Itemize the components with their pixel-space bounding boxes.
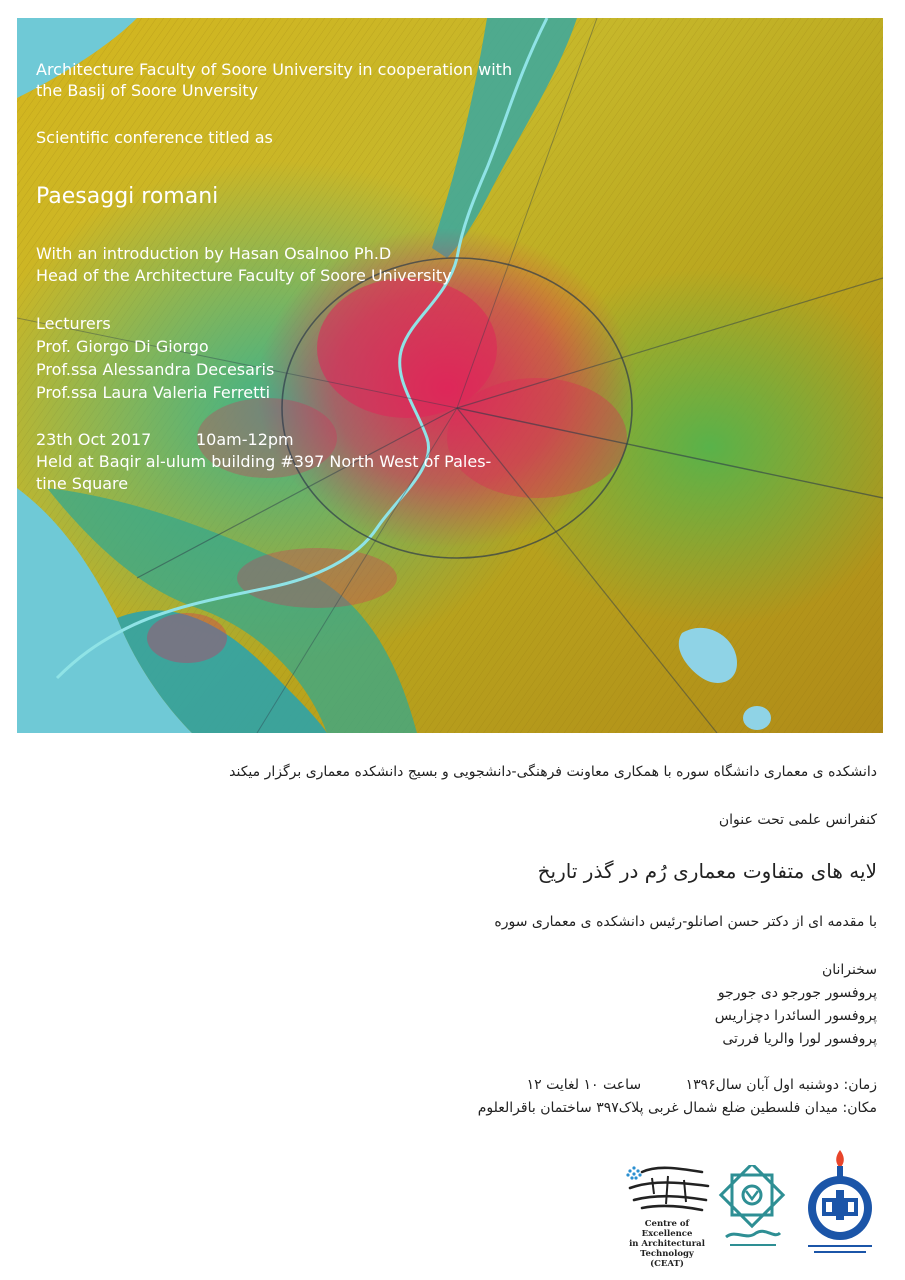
english-lecturer-2: Prof.ssa Alessandra Decesaris [36, 360, 275, 379]
soore-university-logo [716, 1165, 788, 1255]
english-intro-by: With an introduction by Hasan Osalnoo Ph.D [36, 244, 392, 263]
ceat-emblem-icon [622, 1160, 712, 1215]
english-lecturer-1: Prof. Giorgo Di Giorgo [36, 337, 209, 356]
ceat-caption-1: Centre of Excellence [641, 1219, 693, 1239]
academy-emblem-icon [800, 1150, 880, 1256]
english-intro-role: Head of the Architecture Faculty of Soore University [36, 266, 452, 285]
ceat-caption-3: Technology (CEAT) [640, 1249, 694, 1269]
persian-lecturer-3: پروفسور لورا والریا فررتی [722, 1031, 877, 1047]
ceat-caption-2: in Architectural [629, 1239, 705, 1249]
persian-intro-line: دانشکده ی معماری دانشگاه سوره با همکاری معاونت فرهنگی-دانشجویی و بسیج دانشکده معماری برگزار میکند [229, 764, 877, 780]
english-subtitle: Scientific conference titled as [36, 128, 273, 147]
persian-subtitle: کنفرانس علمی تحت عنوان [718, 812, 877, 828]
ceat-logo [622, 1160, 712, 1269]
english-venue-2: tine Square [36, 474, 129, 493]
persian-lecturer-2: پروفسور السائدرا دچزاریس [714, 1008, 877, 1024]
persian-intro-by: با مقدمه ای از دکتر حسن اصانلو-رئیس دانشکده ی معماری سوره [494, 914, 877, 930]
persian-lecturer-1: پروفسور جورجو دی جورجو [717, 985, 877, 1001]
persian-time: زمان: دوشنبه اول آبان سال۱۳۹۶ ساعت ۱۰ لغایت ۱۲ [526, 1077, 877, 1093]
english-date: 23th Oct 2017 [36, 430, 152, 449]
english-venue-1: Held at Baqir al-ulum building #397 North West of Pales- [36, 452, 492, 471]
english-lecturers-label: Lecturers [36, 314, 111, 333]
persian-place: مکان: میدان فلسطین ضلع شمال غربی پلاک۳۹۷ ساختمان باقرالعلوم [477, 1100, 877, 1116]
english-title: Paesaggi romani [36, 184, 219, 209]
soore-emblem-icon [716, 1165, 788, 1255]
english-intro-line-1: Architecture Faculty of Soore University in cooperation with [36, 60, 513, 79]
english-intro-line-2: the Basij of Soore Unversity [36, 81, 259, 100]
persian-title: لایه های متفاوت معماری رُم در گذر تاریخ [537, 859, 877, 883]
academy-logo [800, 1150, 880, 1256]
english-lecturer-3: Prof.ssa Laura Valeria Ferretti [36, 383, 271, 402]
english-time: 10am-12pm [196, 430, 294, 449]
persian-lecturers-label: سخنرانان [821, 962, 877, 978]
